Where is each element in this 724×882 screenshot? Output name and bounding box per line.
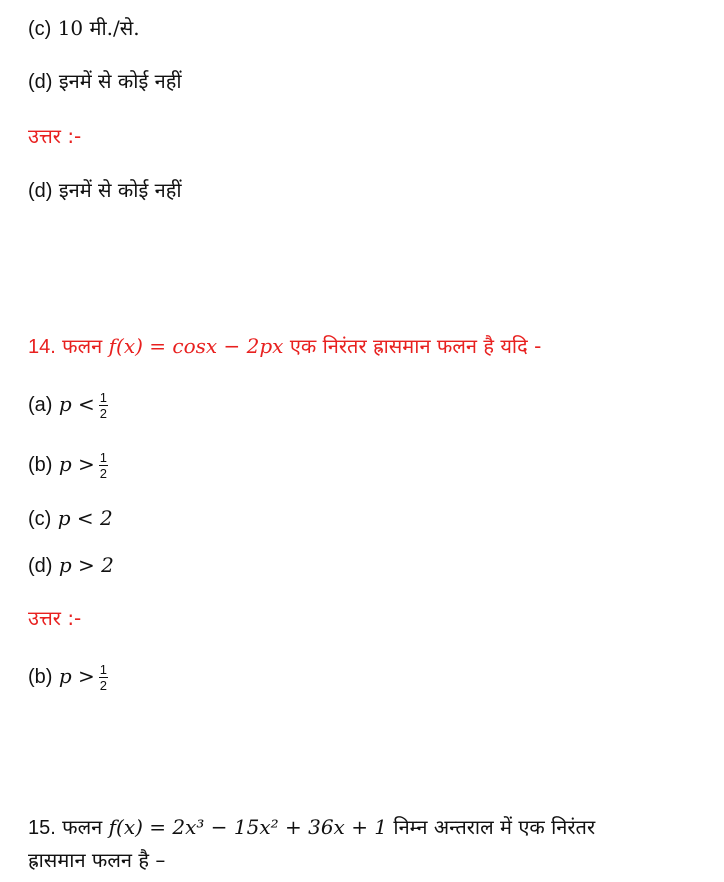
option-label: (d) bbox=[28, 71, 53, 93]
option-label: (c) bbox=[28, 508, 52, 530]
option-text: 10 मी./से. bbox=[57, 16, 140, 40]
question-prefix: फलन bbox=[62, 815, 103, 839]
option-label: (a) bbox=[28, 394, 53, 416]
fraction-denominator: 2 bbox=[99, 466, 107, 481]
answer-label: (b) bbox=[28, 666, 53, 688]
q13-option-d bbox=[28, 67, 182, 96]
option-label: (c) bbox=[28, 18, 52, 40]
q14-option-b bbox=[28, 450, 108, 481]
question-number: 14. bbox=[28, 336, 56, 358]
q14-option-a bbox=[28, 390, 108, 421]
option-label: (b) bbox=[28, 454, 53, 476]
answer-expr: p > bbox=[58, 664, 95, 688]
q14-option-c bbox=[28, 504, 113, 533]
question-number: 15. bbox=[28, 817, 56, 839]
option-label: (d) bbox=[28, 555, 53, 577]
fraction-numerator: 1 bbox=[99, 662, 107, 677]
fraction-denominator: 2 bbox=[99, 678, 107, 693]
q14-answer bbox=[28, 662, 108, 693]
answer-fraction bbox=[99, 662, 108, 693]
q14-option-d bbox=[28, 551, 114, 580]
answer-text: इनमें से कोई नहीं bbox=[58, 178, 182, 202]
question-function: f(x) = cosx − 2px bbox=[108, 334, 284, 358]
fraction-numerator: 1 bbox=[99, 450, 107, 465]
q13-option-c bbox=[28, 14, 140, 43]
q14-question bbox=[28, 332, 541, 361]
question-suffix: एक निरंतर ह्रासमान फलन है यदि - bbox=[289, 334, 542, 358]
question-suffix: निम्न अन्तराल में एक निरंतर bbox=[393, 815, 596, 839]
fraction-numerator: 1 bbox=[99, 390, 107, 405]
option-fraction bbox=[99, 450, 108, 481]
answer-label: (d) bbox=[28, 180, 53, 202]
option-text: इनमें से कोई नहीं bbox=[58, 69, 182, 93]
option-expr: p > bbox=[58, 452, 95, 476]
fraction-denominator: 2 bbox=[99, 406, 107, 421]
q13-answer-heading: उत्तर :- bbox=[28, 124, 82, 148]
question-function-lhs: f(x) bbox=[108, 815, 143, 839]
option-expr: p < 2 bbox=[57, 506, 113, 530]
q15-question-line2: ह्रासमान फलन है – bbox=[28, 848, 166, 872]
option-expr: p > 2 bbox=[58, 553, 114, 577]
option-fraction bbox=[99, 390, 108, 421]
question-function-rhs: = 2x³ − 15x² + 36x + 1 bbox=[149, 815, 388, 839]
q14-answer-heading: उत्तर :- bbox=[28, 606, 82, 630]
q13-answer bbox=[28, 176, 182, 205]
question-prefix: फलन bbox=[62, 334, 103, 358]
option-expr: p < bbox=[58, 392, 95, 416]
q15-question-line1 bbox=[28, 813, 595, 842]
